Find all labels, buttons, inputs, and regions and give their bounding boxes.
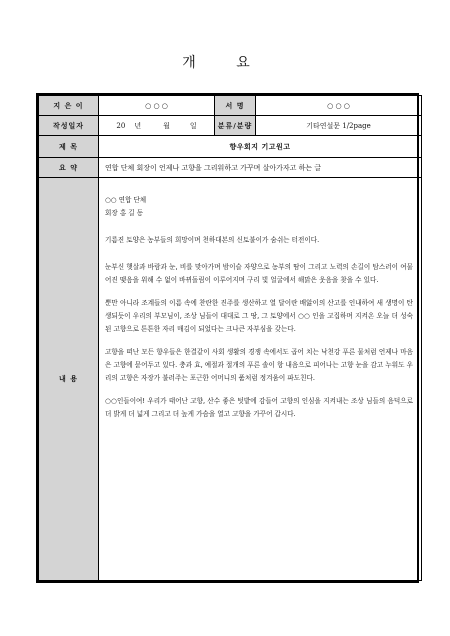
document-title: 향우회지 기고원고 (99, 136, 422, 158)
date-value (99, 116, 215, 136)
page-title: 개 요 (182, 55, 268, 71)
paragraph: 눈부신 햇살과 바람과 눈, 비를 맞아가며 밤이슬 자양으로 농부의 땀이 그리고 노력의 손길이 탐스러이 여물어진 맺음을 위해 수 없이 바뀌돌림이 이루어지며 구리 빛 얼굴에서 해맑은 웃음을 찾을 수 있다. (105, 263, 413, 284)
date-day-unit: 일 (189, 121, 197, 130)
author-value: ○ ○ ○ (99, 96, 215, 116)
category-label: 분류/분량 (215, 116, 256, 136)
signature-value: ○ ○ ○ (256, 96, 422, 116)
author-line: 회장 홍 길 동 (105, 209, 144, 217)
content-row (39, 178, 422, 581)
date-row (39, 116, 422, 136)
paragraph: 고향을 떠난 모든 향우들은 한결같이 사회 생활의 경쟁 속에서도 곱어 치는 낙천강 푸른 물처럼 언제나 마음은 고향에 묻어두고 있다. 충과 효, 예절과 절개의 푸른 솔이 항 내음으로 피어나는 고향 눈을 감고 누워도 우리의 고향은 자장가 불러주는 포근한 어머니의 품처럼 정겨움이 파도친다. (105, 348, 413, 382)
paragraph: 뿐만 아니라 조계들의 이름 속에 찬란한 진주를 생산하고 열 달이란 배앓이의 산고를 인내하여 새 생명이 탄생되듯이 우리의 부모님이, 조상 님들이 대대로 그 땅, 그 토양에서 ○○ 인을 고집하며 지켜온 오늘 더 성숙된 고향으로 튼튼한 자리 매김이 되었다는 크나큰 자부심을 갖는다. (105, 299, 413, 333)
content-label: 내 용 (39, 178, 99, 581)
title-label: 제 목 (39, 136, 99, 158)
content-body (99, 178, 422, 581)
paragraph: 기름진 토양은 농부들의 희망이며 천하대본의 신토불이가 숨쉬는 터전이다. (105, 236, 320, 244)
title-row (39, 136, 422, 158)
org-name: ○○ 연합 단체 (105, 196, 147, 204)
category-value: 기타연설문 1/2page (256, 116, 422, 136)
summary-text: 연합 단체 회장이 언제나 고향을 그리워하고 가꾸며 살아가자고 하는 글 (99, 158, 422, 178)
info-table (38, 95, 422, 581)
content-text (105, 194, 413, 421)
paragraph: ○○인들이여! 우리가 태어난 고향, 산수 좋은 텃밭에 감들어 고향의 인심을 지켜내는 조상 님들의 음덕으로 더 밝게 더 넓게 그리고 더 높게 가슴을 열고 고향을 가꾸어 갑시다. (105, 397, 413, 418)
summary-label: 요 약 (39, 158, 99, 178)
date-label: 작성일자 (39, 116, 99, 136)
document-form (36, 93, 419, 583)
author-row (39, 96, 422, 116)
summary-row (39, 158, 422, 178)
date-year-unit: 년 (134, 121, 142, 130)
author-label: 지 은 이 (39, 96, 99, 116)
date-year: 20 (116, 121, 126, 130)
signature-label: 서 명 (215, 96, 256, 116)
date-month-unit: 월 (163, 121, 170, 130)
